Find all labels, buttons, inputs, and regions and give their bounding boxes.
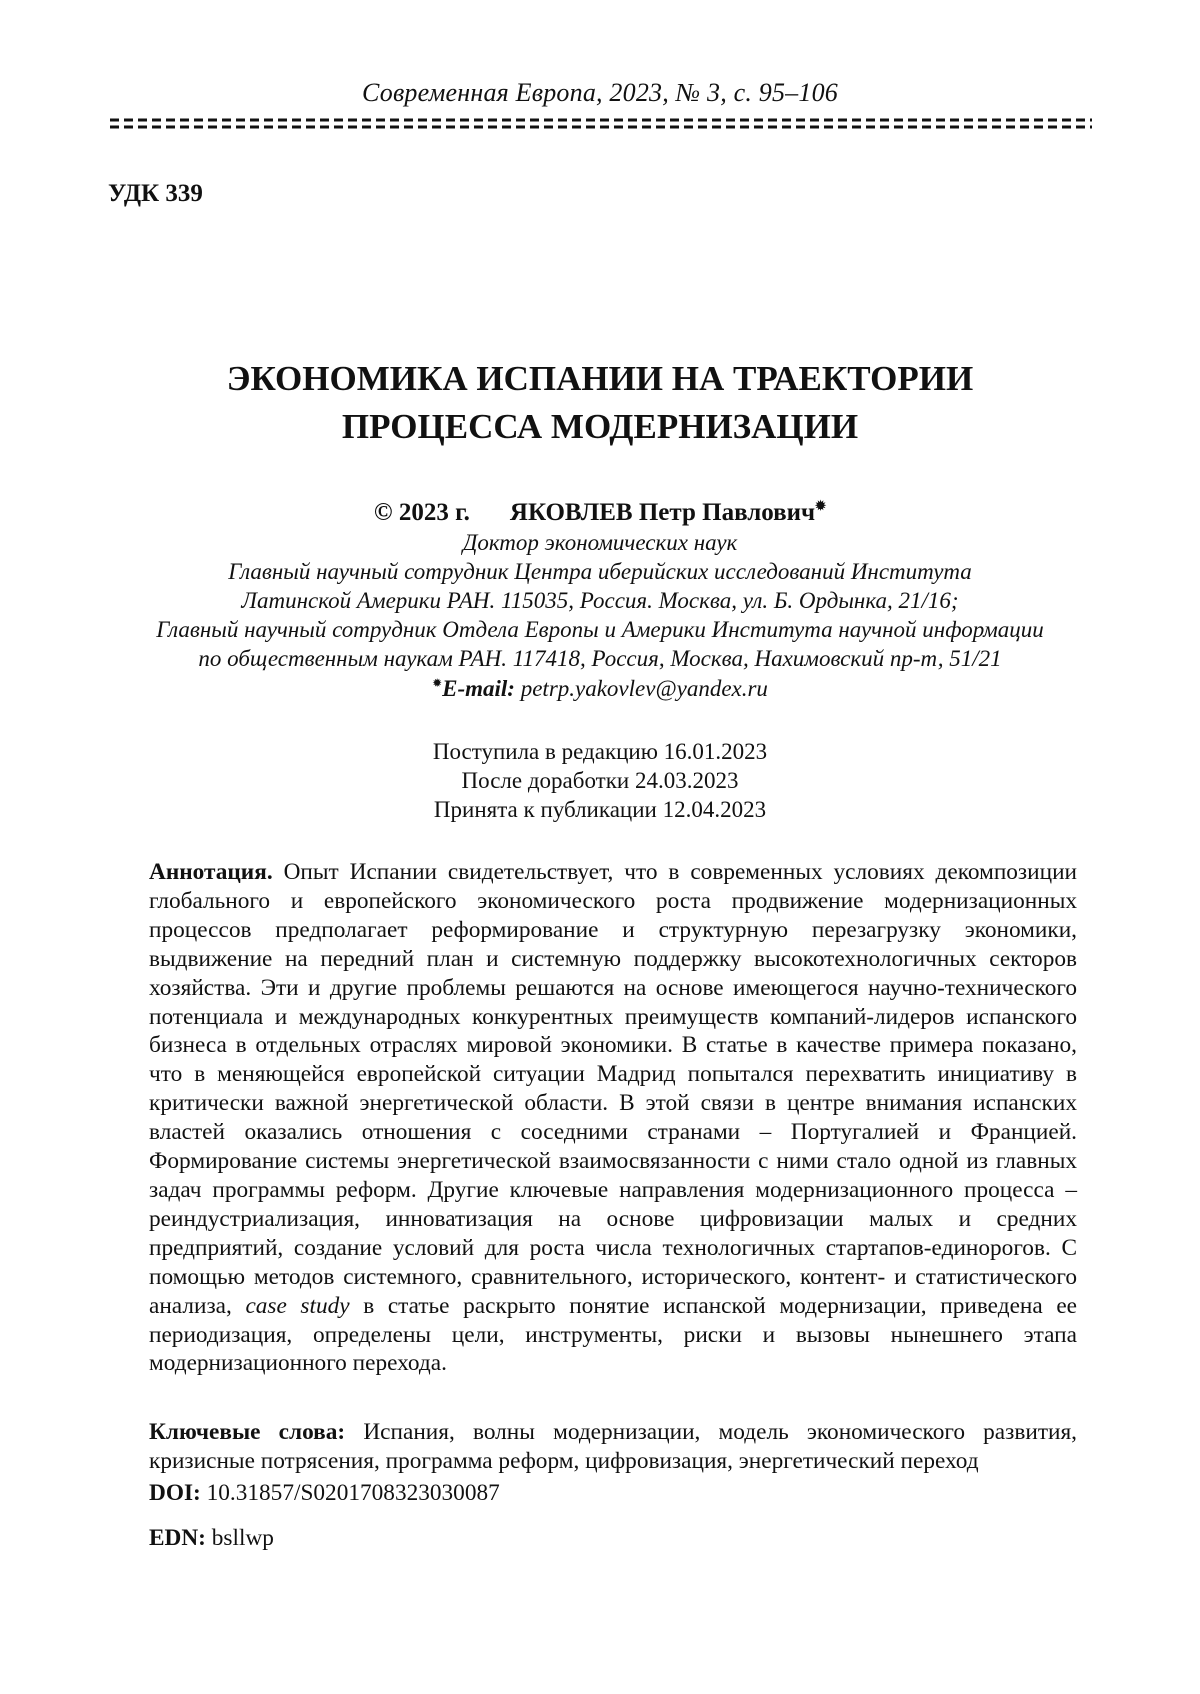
author-affiliation xyxy=(0,528,1200,673)
doi-value[interactable]: 10.31857/S0201708323030087 xyxy=(206,1480,500,1506)
edn-label: EDN: xyxy=(149,1525,206,1551)
abstract-text-end: в статье раскрыто понятие испанской модернизации, приведена ее периодизация, определены цели, инструменты, риски и вызовы нынешнего этапа модернизационного перехода. xyxy=(149,1292,1078,1377)
udk-code: УДК 339 xyxy=(108,180,203,207)
edn-value: bsllwp xyxy=(211,1525,274,1551)
keywords-text: Испания, волны модернизации, модель экономического развития, кризисные потрясения, программа реформ, цифровизация, энергетический переход xyxy=(149,1419,1078,1474)
abstract-label: Аннотация. xyxy=(149,859,273,885)
publication-dates xyxy=(0,737,1200,824)
title-line-1: ЭКОНОМИКА ИСПАНИИ НА ТРАЕКТОРИИ xyxy=(226,359,974,398)
date-accepted: Принята к публикации 12.04.2023 xyxy=(433,797,767,822)
affiliation-degree: Доктор экономических наук xyxy=(462,530,738,555)
affiliation-line: Главный научный сотрудник Отдела Европы и Америки Института научной информации xyxy=(156,617,1044,642)
author-marker-icon: ✹ xyxy=(815,498,827,513)
keywords xyxy=(149,1418,1077,1476)
journal-header: Современная Европа, 2023, № 3, с. 95–106 xyxy=(362,78,838,107)
edn xyxy=(149,1525,274,1552)
email-address[interactable]: petrp.yakovlev@yandex.ru xyxy=(520,676,768,701)
email-label: E-mail: xyxy=(442,676,515,701)
author-line xyxy=(0,498,1200,527)
header-double-rule xyxy=(110,117,1092,131)
doi-label: DOI: xyxy=(149,1480,201,1506)
doi xyxy=(149,1480,500,1507)
article-title xyxy=(0,355,1200,451)
keywords-label: Ключевые слова: xyxy=(149,1419,346,1445)
affiliation-line: Главный научный сотрудник Центра иберийских исследований Института xyxy=(228,559,972,584)
abstract-text: Опыт Испании свидетельствует, что в современных условиях декомпозиции глобального и европейского экономического роста продвижение модернизационных процессов предполагает реформирование и структурную перезагрузку экономики, выдвижение на передний план и системную поддержку высокотехнологичных секторов хозяйства. Эти и другие проблемы решаются на основе имеющегося научно-технического потенциала и международных конкурентных преимуществ компаний-лидеров испанского бизнеса в отдельных отраслях мировой экономики. В статье в качестве примера показано, что в меняющейся европейской ситуации Мадрид попытался перехватить инициативу в критически важной энергетической области. В этой связи в центре внимания испанских властей оказались отношения с соседними странами – Португалией и Францией. Формирование системы энергетической взаимосвязанности с ними стало одной из главных задач программы реформ. Другие ключевые направления модернизационного процесса – реиндустриализация, инноватизация на основе цифровизации малых и средних предприятий, создание условий для роста числа технологичных стартапов-единорогов. С помощью методов системного, сравнительного, исторического, контент- и статистического анализа, xyxy=(149,859,1078,1319)
author-name: ЯКОВЛЕВ Петр Павлович xyxy=(509,499,816,526)
abstract xyxy=(149,858,1077,1378)
date-revised: После доработки 24.03.2023 xyxy=(461,768,739,793)
abstract-italic-term: case study xyxy=(245,1292,350,1319)
email-marker-icon: ✹ xyxy=(432,676,443,690)
affiliation-line: по общественным наукам РАН. 117418, Россия, Москва, Нахимовский пр-т, 51/21 xyxy=(198,646,1002,671)
copyright-year: © 2023 г. xyxy=(373,499,470,526)
title-line-2: ПРОЦЕССА МОДЕРНИЗАЦИИ xyxy=(341,407,859,446)
author-email xyxy=(0,676,1200,702)
date-received: Поступила в редакцию 16.01.2023 xyxy=(432,739,768,764)
affiliation-line: Латинской Америки РАН. 115035, Россия. Москва, ул. Б. Ордынка, 21/16; xyxy=(241,588,959,613)
